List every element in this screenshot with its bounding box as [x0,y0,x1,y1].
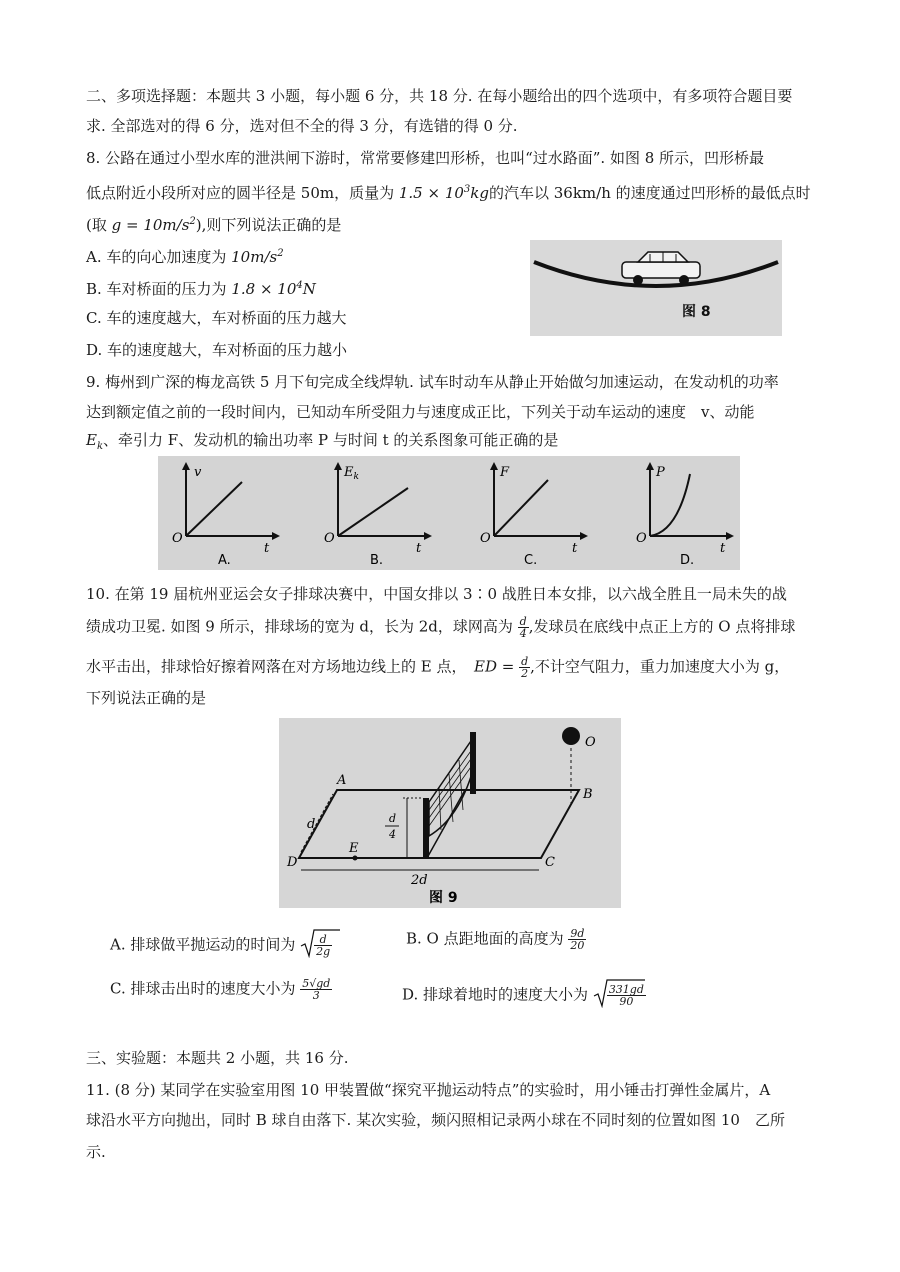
graph-d-ylabel: P [656,465,665,480]
q10-option-b-fraction [568,928,586,951]
q8-line1: 8. 公路在通过小型水库的泄洪闸下游时，常常要修建凹形桥，也叫“过水路面”. 如图 8 所示，凹形桥最 [86,149,765,167]
q8-mass-unit: kg [470,184,489,202]
graph-d-caption: D. [680,553,695,568]
q10-option-d-fraction [607,984,646,1007]
graph-d [636,462,734,568]
net-baseline [427,790,465,858]
figure-9-caption: 图 9 [429,890,458,906]
q10-option-c [110,978,332,1001]
q10-line4: 下列说法正确的是 [86,689,207,707]
graph-b-origin: O [324,531,335,546]
q8-mass-exp: 3 [463,184,471,195]
point-e-label: E [349,841,359,856]
figure-8-drawing [530,240,782,336]
q9-line1: 9. 梅州到广深的梅龙高铁 5 月下旬完成全线焊轨. 试车时动车从静止开始做匀加速运动，在发动机的功率 [86,373,779,391]
graph-b-xlabel: t [416,541,422,556]
figure-9 [279,718,621,908]
section2-header-line1: 二、多项选择题：本题共 3 小题，每小题 6 分，共 18 分. 在每小题给出的四个选项中，有多项符合题目要 [86,87,793,105]
net-height-num: d [389,812,397,825]
length-2d-label: 2d [411,873,428,888]
q10-line1: 10. 在第 19 届杭州亚运会女子排球决赛中，中国女排以 3∶0 战胜日本女排，以六战全胜且一局未失的战 [86,585,787,603]
point-b-label: B [583,787,593,802]
graph-b-ylabel-letter: E [344,465,354,480]
graph-c-origin: O [480,531,491,546]
point-a-label: A [337,773,347,788]
q8-option-a-text: A. 车的向心加速度为 [86,248,232,266]
q8-option-c: C. 车的速度越大，车对桥面的压力越大 [86,309,347,327]
width-d-label: d [307,817,316,832]
figure-8-caption: 图 8 [682,304,711,320]
q8-line3-b: ),则下列说法正确的是 [195,216,342,234]
q8-g-exp: 2 [189,216,196,227]
q9-graphs-panel [158,456,740,570]
q10-option-c-den: 3 [312,989,320,1002]
graph-b-ylabel [343,465,359,482]
q8-option-b-text: B. 车对桥面的压力为 [86,280,232,298]
q8-mass-mantissa: 1.5 × 10 [398,184,464,202]
q8-option-a-exp: 2 [277,248,284,259]
q8-line2 [86,180,811,203]
q9-line2: 达到额定值之前的一段时间内，已知动车所受阻力与速度成正比，下列关于动车运动的速度 v、动能 [86,403,755,421]
q9-line3 [86,430,558,457]
q10-option-d-den: 90 [619,995,634,1008]
point-d-label: D [287,855,298,870]
point-e-dot [353,856,358,861]
q10-line2 [86,616,795,639]
car-icon [622,252,700,285]
q9-ek-symbol [86,431,104,452]
graph-d-xlabel: t [720,541,726,556]
q10-option-c-text: C. 排球击出时的速度大小为 [110,979,301,998]
graph-b-caption: B. [370,553,384,568]
q10-ed-symbol: ED = [474,657,520,676]
q10-option-b [406,928,586,951]
q10-option-a-fraction [314,934,332,957]
q11-line3: 示. [86,1143,106,1161]
q9-line3-text: 、牵引力 F、发动机的输出功率 P 与时间 t 的关系图象可能正确的是 [103,431,559,449]
q8-g-value [112,216,196,234]
q11-line2: 球沿水平方向抛出，同时 B 球自由落下. 某次实验，频闪照相记录两小球在不同时刻的位置如图 10 乙所 [86,1111,785,1129]
q11-line1: 11. (8 分) 某同学在实验室用图 10 甲装置做“探究平抛运动特点”的实验时，用小锤击打弹性金属片，A [86,1081,771,1099]
section2-header-line2: 求. 全部选对的得 6 分，选对但不全的得 3 分，有选错的得 0 分. [86,117,518,135]
graph-b [324,462,432,568]
ball-icon [562,727,580,745]
q10-option-d-text: D. 排球着地时的速度大小为 [402,985,593,1004]
q8-line3 [86,212,341,235]
graph-c-xlabel: t [572,541,578,556]
q10-line3-text: 水平击出，排球恰好擦着网落在对方场地边线上的 E 点， [86,657,474,676]
q9-graphs-drawing [158,456,740,570]
graph-c-ylabel: F [500,465,510,480]
graph-b-ylabel-sub: k [353,472,359,482]
graph-a-caption: A. [218,553,231,568]
q10-option-a-num: d [314,934,332,946]
q8-option-b-exp: 4 [296,280,303,291]
q10-line2-text-b: ,发球员在底线中点正上方的 O 点将排球 [528,617,796,636]
q8-g-base: g = 10m/s [111,216,190,234]
q10-option-d-num: 331gd [608,983,644,996]
figure-8 [530,240,782,336]
q8-option-a-value [231,248,283,266]
q8-option-b-base: 1.8 × 10 [231,280,297,298]
q8-option-b [86,276,316,299]
q8-line3-a: (取 [86,216,112,234]
q10-line2-text: 绩成功卫冕. 如图 9 所示，排球场的宽为 d，长为 2d，球网高为 [86,617,518,636]
q10-line3-text-b: ,不计空气阻力，重力加速度大小为 g， [530,657,790,676]
q8-option-a [86,244,284,267]
q10-option-b-num: 9d [570,927,585,940]
q8-option-d: D. 车的速度越大，车对桥面的压力越小 [86,341,348,359]
q10-net-height-fraction [518,616,529,639]
q10-option-d [402,978,646,1013]
q8-option-b-unit: N [302,280,316,298]
q10-option-b-text: B. O 点距地面的高度为 [406,929,569,948]
q10-net-height-num: d [519,615,527,628]
q8-mass-value [399,184,489,202]
graph-d-origin: O [636,531,647,546]
graph-a-origin: O [172,531,183,546]
graph-c-caption: C. [524,553,538,568]
q8-option-b-value [231,280,316,298]
q10-option-b-den: 20 [570,939,585,952]
q10-option-c-num: 5√gd [302,977,331,990]
q8-line2-text: 低点附近小段所对应的圆半径是 50m，质量为 [86,184,399,202]
graph-a [172,462,280,568]
q10-ed-den: 2 [521,667,529,680]
q8-line2-text-b: 的汽车以 36km/h 的速度通过凹形桥的最低点时 [488,184,811,202]
q10-ed-fraction [519,656,530,679]
q10-line3 [86,656,789,679]
q9-ek-sub: k [96,441,104,452]
q10-option-a-text: A. 排球做平抛运动的时间为 [110,935,301,954]
net-post-front [423,798,429,858]
point-c-label: C [545,855,555,870]
point-o-label: O [585,735,596,750]
q10-net-height-den: 4 [519,627,527,640]
figure-9-drawing [279,718,621,908]
section3-header: 三、实验题：本题共 2 小题，共 16 分. [86,1049,349,1067]
width-d-arrow [301,794,333,852]
graph-a-ylabel: v [194,465,202,480]
q10-option-c-fraction [300,978,332,1001]
q10-ed-num: d [521,655,529,668]
court-outline [299,790,579,858]
q10-option-a [110,928,332,963]
q8-option-a-base: 10m/s [231,248,278,266]
graph-c [480,462,588,568]
net-height-den: 4 [389,828,396,841]
graph-a-xlabel: t [264,541,270,556]
q10-option-a-den: 2g [316,945,331,958]
q9-ek-letter: E [86,431,97,449]
